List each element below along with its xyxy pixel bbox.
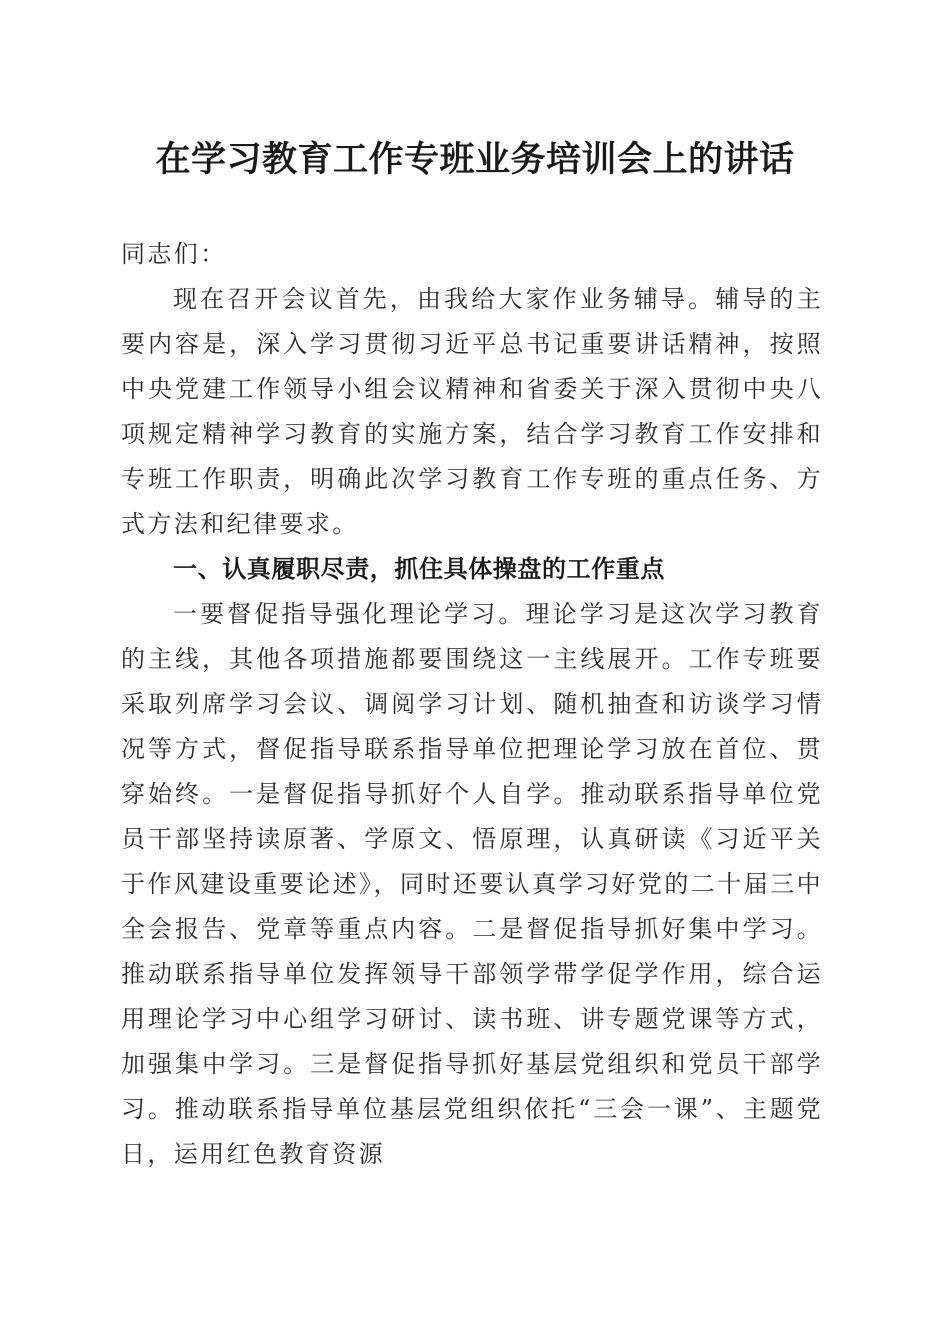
document-title: 在学习教育工作专班业务培训会上的讲话 — [155, 139, 795, 180]
section-heading: 一、认真履职尽责，抓住具体操盘的工作重点 — [173, 555, 665, 583]
body-paragraph: 一要督促指导强化理论学习。理论学习是这次学习教育的主线，其他各项措施都要围绕这一主线展开。工作专班要采取列席学习会议、调阅学习计划、随机抽查和访谈学习情况等方式，督促指导联系指导单位把理论学习放在首位、贯穿始终。一是督促指导抓好个人自学。推动联系指导单位党员干部坚持读原著、学原文、悟原理，认真研读《习近平关于作风建设重要论述》，同时还要认真学习好党的二十届三中全会报告、党章等重点内容。二是督促指导抓好集中学习。推动联系指导单位发挥领导干部领学带学促学作用，综合运用理论学习中心组学习研讨、读书班、讲专题党课等方式，加强集中学习。三是督促指导抓好基层党组织和党员干部学习。推动联系指导单位基层党组织依托“三会一课”、主题党日，运用红色教育资源 — [121, 600, 823, 1168]
salutation: 同志们： — [121, 240, 227, 268]
document-body — [121, 232, 823, 1177]
intro-paragraph: 现在召开会议首先，由我给大家作业务辅导。辅导的主要内容是，深入学习贯彻习近平总书记重要讲话精神，按照中央党建工作领导小组会议精神和省委关于深入贯彻中央八项规定精神学习教育的实施方案，结合学习教育工作安排和专班工作职责，明确此次学习教育工作专班的重点任务、方式方法和纪律要求。 — [121, 285, 823, 538]
